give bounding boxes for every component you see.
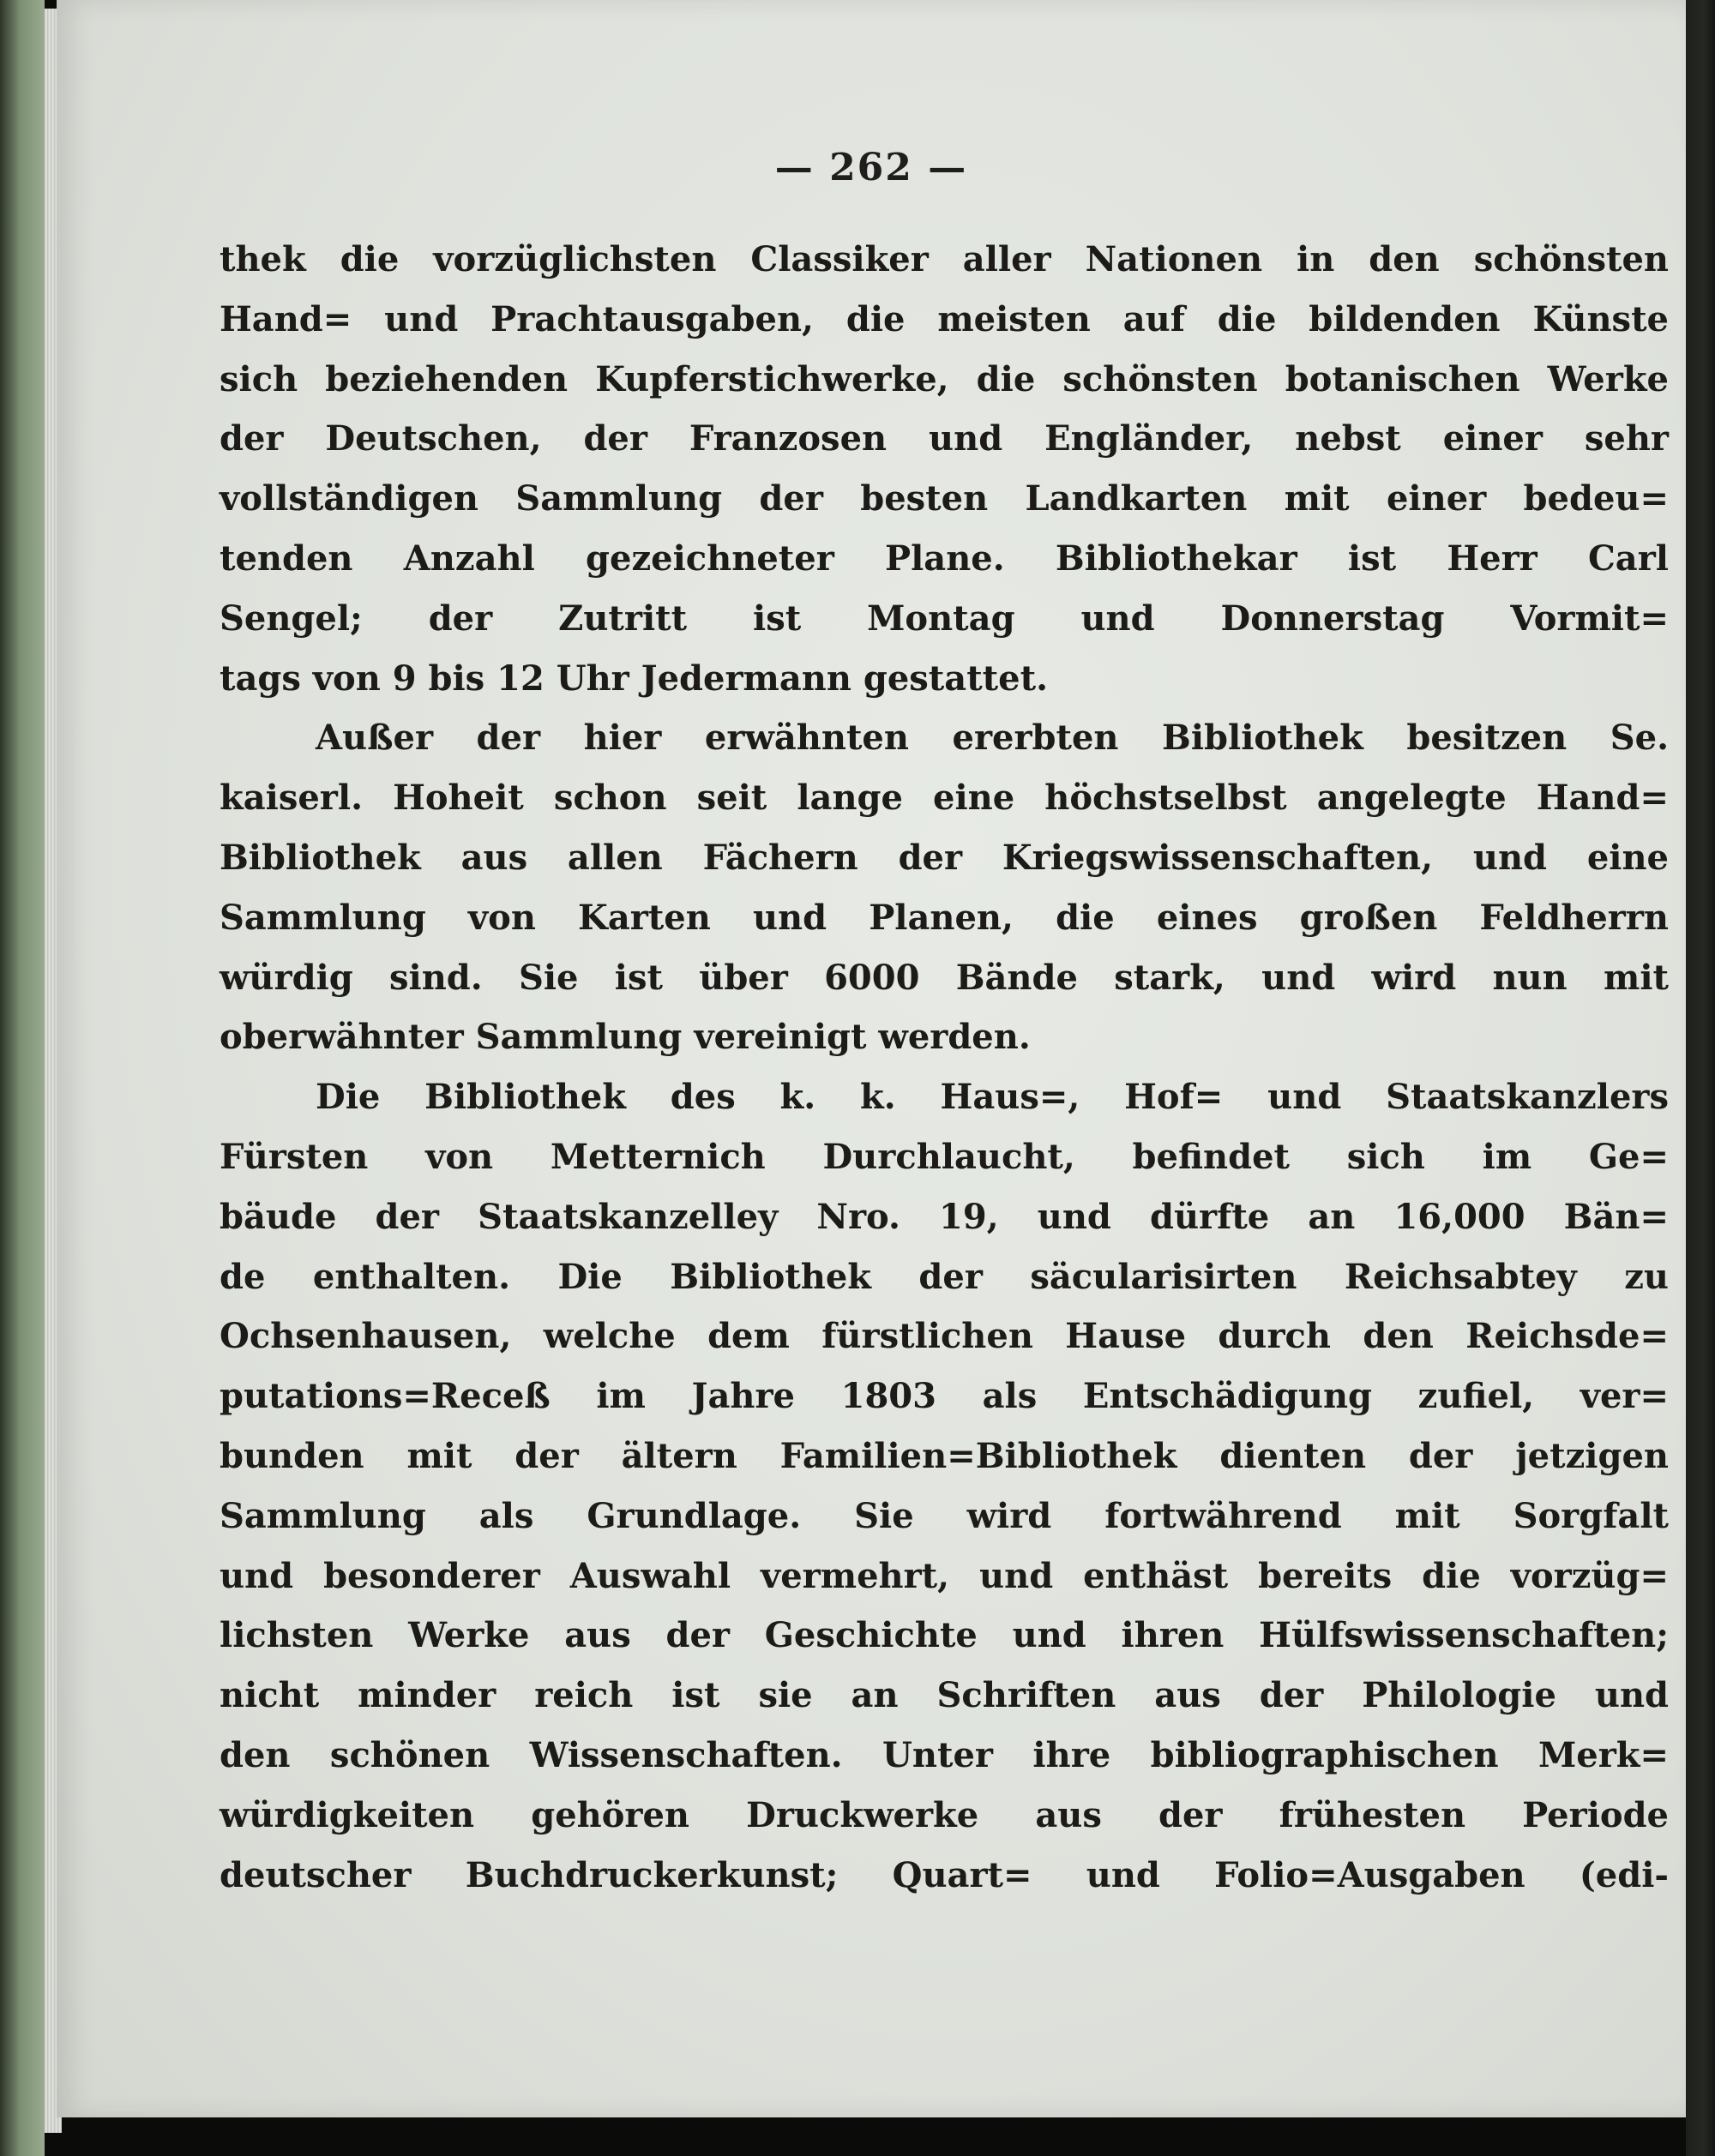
book-cover-edge — [0, 0, 45, 2156]
text-line: Ochsenhausen, welche dem fürstlichen Hause durch den Reichsde= — [220, 1316, 1669, 1357]
text-line: sich beziehenden Kupferstichwerke, die schönsten botanischen Werke — [220, 358, 1669, 399]
page-number: — 262 — — [774, 146, 968, 189]
text-line: Die Bibliothek des k. k. Haus=, Hof= und Staatskanzlers — [316, 1077, 1669, 1118]
text-line: würdig sind. Sie ist über 6000 Bände stark, und wird nun mit — [220, 957, 1669, 998]
binding-edge — [1686, 0, 1715, 2156]
text-line: vollständigen Sammlung der besten Landkarten mit einer bedeu= — [220, 478, 1669, 519]
text-line: nicht minder reich ist sie an Schriften aus der Philologie und — [220, 1675, 1669, 1716]
text-line: Bibliothek aus allen Fächern der Kriegswissenschaften, und eine — [220, 837, 1669, 878]
page-body-text — [220, 230, 1669, 1905]
text-line: lichsten Werke aus der Geschichte und ihren Hülfswissenschaften; — [220, 1615, 1669, 1656]
text-line: de enthalten. Die Bibliothek der säcularisirten Reichsabtey zu — [220, 1256, 1669, 1297]
book-page — [57, 0, 1686, 2117]
text-line: Sengel; der Zutritt ist Montag und Donnerstag Vormit= — [220, 598, 1669, 639]
text-line: thek die vorzüglichsten Classiker aller Nationen in den schönsten — [220, 239, 1669, 279]
text-line: der Deutschen, der Franzosen und Engländer, nebst einer sehr — [220, 418, 1669, 459]
text-line: Hand= und Prachtausgaben, die meisten auf die bildenden Künste — [220, 298, 1669, 339]
text-line: und besonderer Auswahl vermehrt, und enthäst bereits die vorzüg= — [220, 1555, 1669, 1596]
text-line: putations=Receß im Jahre 1803 als Entschädigung zufiel, ver= — [220, 1376, 1669, 1417]
text-line: deutscher Buchdruckerkunst; Quart= und Folio=Ausgaben (edi- — [220, 1854, 1669, 1895]
text-line: tenden Anzahl gezeichneter Plane. Bibliothekar ist Herr Carl — [220, 537, 1669, 579]
text-line: Außer der hier erwähnten ererbten Bibliothek besitzen Se. — [316, 718, 1669, 759]
text-line: oberwähnter Sammlung vereinigt werden. — [220, 1017, 1031, 1058]
text-line: Fürsten von Metternich Durchlaucht, befindet sich im Ge= — [220, 1136, 1669, 1177]
text-line: kaiserl. Hoheit schon seit lange eine höchstselbst angelegte Hand= — [220, 778, 1669, 819]
text-line: bunden mit der ältern Familien=Bibliothek dienten der jetzigen — [220, 1435, 1669, 1476]
text-line: Sammlung von Karten und Planen, die eines großen Feldherrn — [220, 897, 1669, 938]
text-line: den schönen Wissenschaften. Unter ihre bibliographischen Merk= — [220, 1734, 1669, 1775]
text-line: würdigkeiten gehören Druckwerke aus der frühesten Periode — [220, 1794, 1669, 1835]
text-line: tags von 9 bis 12 Uhr Jedermann gestattet. — [220, 658, 1048, 699]
text-line: Sammlung als Grundlage. Sie wird fortwährend mit Sorgfalt — [220, 1495, 1669, 1536]
text-line: bäude der Staatskanzelley Nro. 19, und dürfte an 16,000 Bän= — [220, 1196, 1669, 1237]
